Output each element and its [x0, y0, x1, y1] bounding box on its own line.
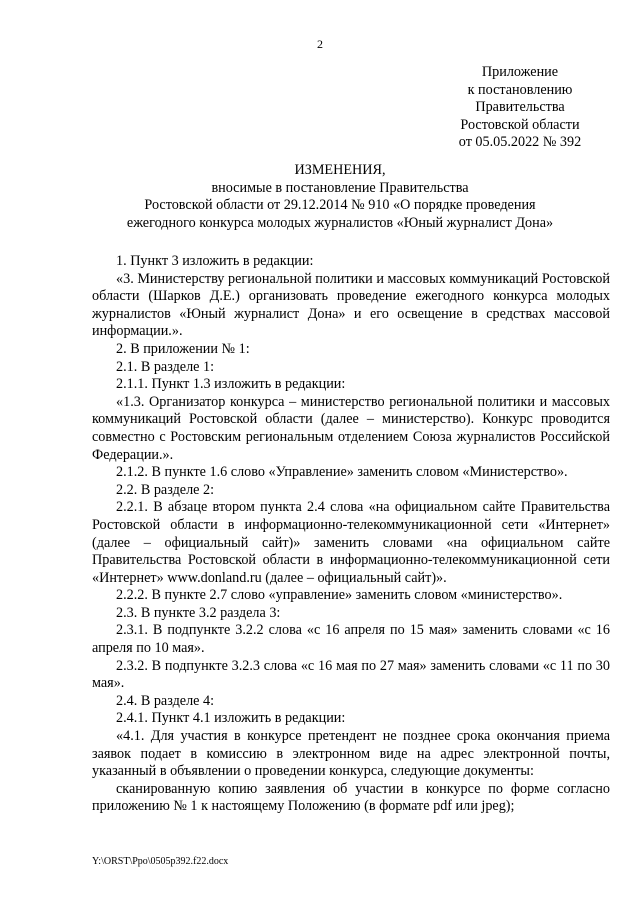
title-line: вносимые в постановление Правительства: [211, 179, 469, 196]
title-line: ежегодного конкурса молодых журналистов «Юный журналист Дона»: [126, 214, 554, 231]
document-body: [92, 253, 610, 816]
appendix-line: Приложение: [481, 64, 559, 80]
paragraph: 2.1.1. Пункт 1.3 изложить в редакции:: [116, 376, 346, 393]
paragraph: 2.3.1. В подпункте 3.2.2 слова «с 16 апреля по 15 мая» заменить словами «с 16 апреля по 10 мая».: [92, 622, 610, 657]
paragraph: 2.1. В разделе 1:: [116, 358, 215, 375]
paragraph: 1. Пункт 3 изложить в редакции:: [116, 253, 314, 269]
paragraph: 2.4. В разделе 4:: [116, 692, 215, 709]
title-line: Ростовской области от 29.12.2014 № 910 «О порядке проведения: [144, 197, 536, 214]
paragraph: 2.3.2. В подпункте 3.2.3 слова «с 16 мая по 27 мая» заменить словами «с 11 по 30 мая».: [92, 657, 610, 692]
paragraph: «1.3. Организатор конкурса – министерство региональной политики и массовых коммуникаций Ростовской области (далее – министерство). Конкурс проводится совместно с Ростовским региональным отделением Союза журналистов Российской Федерации.».: [92, 393, 610, 463]
paragraph: «3. Министерству региональной политики и массовых коммуникаций Ростовской области (Шарков Д.Е.) организовать проведение ежегодного конкурса молодых журналистов «Юный журналист Дона» и его освещение в средствах массовой информации.».: [92, 270, 610, 340]
appendix-line: Правительства: [475, 99, 565, 116]
title-heading: ИЗМЕНЕНИЯ,: [294, 162, 386, 178]
paragraph: сканированную копию заявления об участии в конкурсе по форме согласно приложению № 1 к настоящему Положению (в формате pdf или jpeg);: [92, 780, 610, 815]
paragraph: «4.1. Для участия в конкурсе претендент не позднее срока окончания приема заявок подает в комиссию в электронном виде на адрес электронной почты, указанный в объявлении о проведении конкурса, следующие документы:: [92, 728, 610, 780]
page-number: 2: [317, 37, 323, 51]
document-title: [60, 162, 620, 232]
paragraph: 2.2.2. В пункте 2.7 слово «управление» заменить словом «министерство».: [116, 587, 563, 604]
paragraph: 2.2. В разделе 2:: [116, 481, 215, 498]
appendix-block: [430, 64, 610, 152]
file-path-footer: Y:\ORST\Ppo\0505p392.f22.docx: [92, 856, 229, 867]
paragraph: 2.3. В пункте 3.2 раздела 3:: [116, 604, 281, 621]
paragraph: 2.1.2. В пункте 1.6 слово «Управление» заменить словом «Министерство».: [116, 464, 568, 481]
appendix-line: от 05.05.2022 № 392: [458, 134, 582, 151]
appendix-line: Ростовской области: [460, 116, 580, 133]
appendix-line: к постановлению: [467, 81, 573, 98]
paragraph: 2.4.1. Пункт 4.1 изложить в редакции:: [116, 710, 346, 727]
paragraph: 2. В приложении № 1:: [116, 340, 250, 357]
paragraph: 2.2.1. В абзаце втором пункта 2.4 слова «на официальном сайте Правительства Ростовской области в информационно-телекоммуникационной сети «Интернет» (далее – официальный сайт)» заменить словами «на официальном сайте Правительства Ростовской области в информационно-телекоммуникационной сети «Интернет» www.donland.ru (далее – официальный сайт)».: [92, 499, 610, 586]
